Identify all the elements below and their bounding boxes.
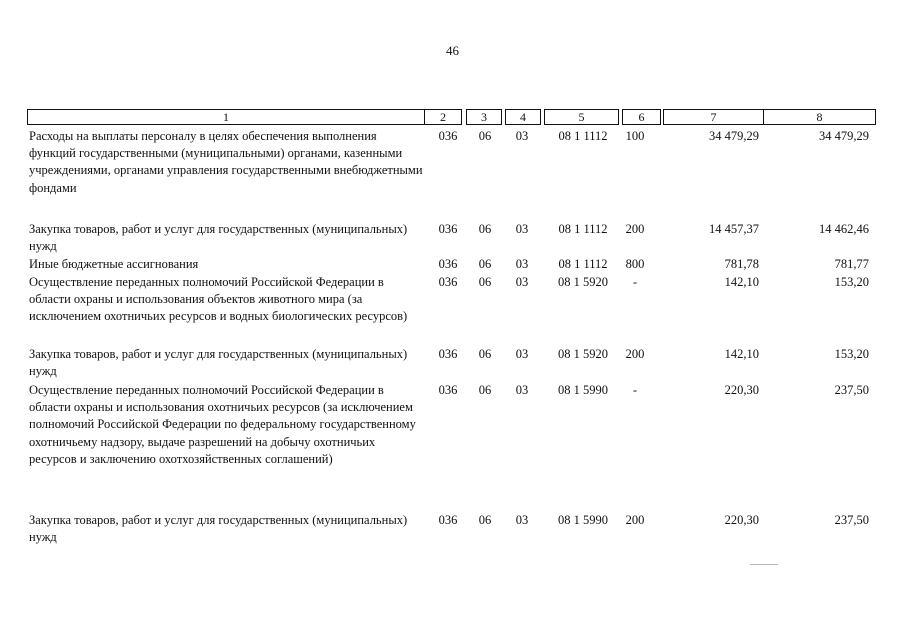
budget-table — [27, 109, 876, 548]
header-cell-3: 3 — [466, 109, 502, 125]
header-cell-5: 5 — [544, 109, 619, 125]
row-col-4: 03 — [515, 129, 529, 143]
row-col-3: 06 — [478, 513, 492, 527]
row-col-5: 08 1 1112 — [558, 222, 608, 236]
header-cell-1: 1 — [27, 109, 425, 125]
row-col-4: 03 — [515, 383, 529, 397]
row-col-7: 142,10 — [724, 347, 759, 361]
scan-mark — [750, 564, 778, 565]
row-description: Осуществление переданных полномочий Российской Федерации в области охраны и использования охотничьих ресурсов (за исключением полномочий Российской Федерации по федеральному государственному охотничьему надзору, выдаче разрешений на добычу охотничьих ресурсов и заключению охотхозяйственных соглашений) — [29, 383, 416, 466]
row-description: Иные бюджетные ассигнования — [29, 257, 199, 271]
row-col-4: 03 — [515, 275, 529, 289]
row-col-2: 036 — [438, 513, 458, 527]
row-description: Закупка товаров, работ и услуг для государственных (муниципальных) нужд — [29, 347, 408, 379]
row-col-4: 03 — [515, 513, 529, 527]
row-col-3: 06 — [478, 275, 492, 289]
page-number: 46 — [446, 43, 459, 58]
row-col-6: 200 — [625, 222, 645, 236]
row-col-5: 08 1 1112 — [558, 129, 608, 143]
row-col-7: 142,10 — [724, 275, 759, 289]
table-row — [27, 512, 876, 548]
row-col-3: 06 — [478, 222, 492, 236]
row-col-7: 781,78 — [724, 257, 759, 271]
row-col-3: 06 — [478, 383, 492, 397]
row-col-5: 08 1 1112 — [558, 257, 608, 271]
row-col-4: 03 — [515, 222, 529, 236]
row-col-3: 06 — [478, 129, 492, 143]
header-cell-4: 4 — [505, 109, 541, 125]
row-col-8: 14 462,46 — [819, 222, 869, 236]
row-col-8: 153,20 — [834, 275, 869, 289]
table-header — [27, 109, 876, 126]
row-col-2: 036 — [438, 222, 458, 236]
row-col-2: 036 — [438, 383, 458, 397]
row-col-4: 03 — [515, 347, 529, 361]
row-description: Закупка товаров, работ и услуг для государственных (муниципальных) нужд — [29, 513, 408, 545]
row-col-4: 03 — [515, 257, 529, 271]
header-cell-7: 7 — [663, 109, 764, 125]
row-col-7: 14 457,37 — [709, 222, 759, 236]
row-col-2: 036 — [438, 347, 458, 361]
row-col-7: 220,30 — [724, 383, 759, 397]
header-cell-6: 6 — [622, 109, 661, 125]
table-row — [27, 256, 876, 274]
row-col-5: 08 1 5990 — [558, 513, 608, 527]
header-cell-2: 2 — [424, 109, 462, 125]
row-col-6: - — [632, 275, 638, 289]
row-col-6: - — [632, 383, 638, 397]
row-col-6: 100 — [625, 129, 645, 143]
table-row — [27, 382, 876, 512]
row-col-5: 08 1 5920 — [558, 347, 608, 361]
row-col-2: 036 — [438, 257, 458, 271]
row-col-2: 036 — [438, 275, 458, 289]
row-col-8: 237,50 — [834, 383, 869, 397]
row-col-6: 200 — [625, 347, 645, 361]
row-description: Расходы на выплаты персоналу в целях обеспечения выполнения функций государственными (муниципальными) органами, казенными учреждениями, органами управления государственными внебюджетными фондами — [29, 129, 423, 195]
table-row — [27, 128, 876, 221]
row-col-7: 220,30 — [724, 513, 759, 527]
row-col-5: 08 1 5990 — [558, 383, 608, 397]
table-row — [27, 274, 876, 346]
row-description: Закупка товаров, работ и услуг для государственных (муниципальных) нужд — [29, 222, 408, 254]
row-col-6: 200 — [625, 513, 645, 527]
table-row — [27, 221, 876, 256]
row-col-8: 153,20 — [834, 347, 869, 361]
row-col-8: 237,50 — [834, 513, 869, 527]
row-col-8: 34 479,29 — [819, 129, 869, 143]
row-col-3: 06 — [478, 347, 492, 361]
row-col-7: 34 479,29 — [709, 129, 759, 143]
row-col-3: 06 — [478, 257, 492, 271]
header-cell-8: 8 — [763, 109, 876, 125]
row-col-8: 781,77 — [834, 257, 869, 271]
row-col-6: 800 — [625, 257, 645, 271]
row-col-2: 036 — [438, 129, 458, 143]
table-row — [27, 346, 876, 382]
row-description: Осуществление переданных полномочий Российской Федерации в области охраны и использования объектов животного мира (за исключением охотничьих ресурсов и водных биологических ресурсов) — [29, 275, 408, 324]
row-col-5: 08 1 5920 — [558, 275, 608, 289]
